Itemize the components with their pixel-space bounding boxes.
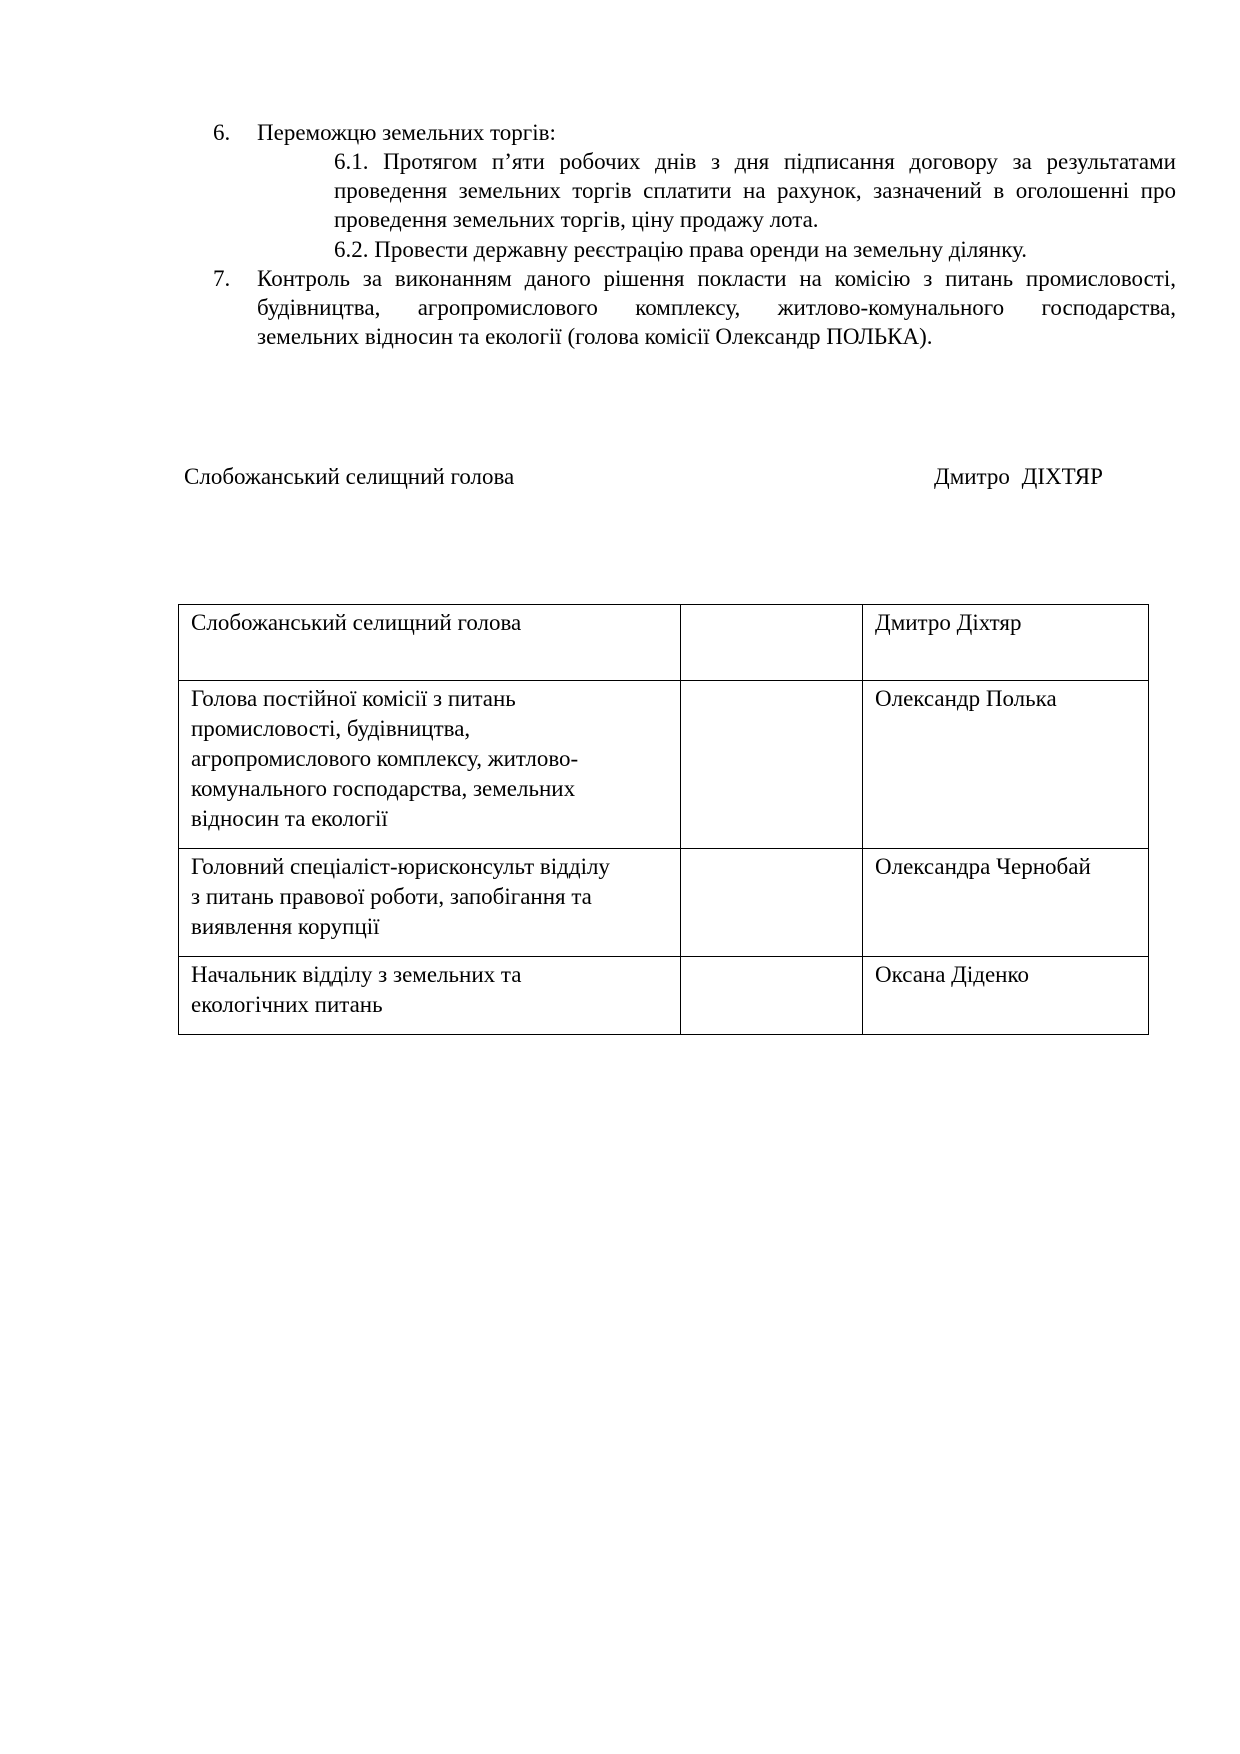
table-row: [179, 605, 1149, 681]
position-line: Слобожанський селищний голова: [191, 610, 522, 635]
position-line: відносин та екології: [191, 806, 388, 831]
name-cell: Олександр Полька: [863, 681, 1149, 849]
position-cell: [179, 957, 681, 1035]
item-6-number: 6.: [213, 120, 231, 145]
position-cell: [179, 849, 681, 957]
position-line: Начальник відділу з земельних та: [191, 962, 522, 987]
item-6-1-line-1: 6.1. Протягом п’яти робочих днів з дня підписання договору за результатами: [334, 149, 1176, 174]
signature-cell: [681, 957, 863, 1035]
item-7-number: 7.: [213, 266, 231, 291]
position-cell: [179, 605, 681, 681]
item-6-2-text: 6.2. Провести державну реєстрацію права оренди на земельну ділянку.: [334, 237, 1027, 262]
signature-position: Слобожанський селищний голова: [184, 464, 515, 489]
position-cell: [179, 681, 681, 849]
table-row: [179, 681, 1149, 849]
item-6-text: Переможцю земельних торгів:: [257, 120, 556, 145]
table-row: [179, 957, 1149, 1035]
position-line: з питань правової роботи, запобігання та: [191, 884, 592, 909]
item-7-line-3: земельних відносин та екології (голова комісії Олександр ПОЛЬКА).: [257, 324, 933, 349]
signature-cell: [681, 849, 863, 957]
item-7-line-1: Контроль за виконанням даного рішення покласти на комісію з питань промисловості,: [257, 266, 1176, 291]
name-cell: Оксана Діденко: [863, 957, 1149, 1035]
item-6-1-line-2: проведення земельних торгів сплатити на рахунок, зазначений в оголошенні про: [334, 178, 1176, 203]
position-line: промисловості, будівництва,: [191, 716, 471, 741]
item-6-1-line-3: проведення земельних торгів, ціну продажу лота.: [334, 207, 819, 232]
position-line: Голова постійної комісії з питань: [191, 686, 516, 711]
position-line: агропромислового комплексу, житлово-: [191, 746, 579, 771]
position-line: виявлення корупції: [191, 914, 380, 939]
item-7-line-2: будівництва, агропромислового комплексу, житлово-комунального господарства,: [257, 295, 1176, 320]
position-line: екологічних питань: [191, 992, 383, 1017]
signature-name: Дмитро ДІХТЯР: [934, 464, 1103, 489]
signature-cell: [681, 681, 863, 849]
position-line: Головний спеціаліст-юрисконсульт відділу: [191, 854, 610, 879]
signature-cell: [681, 605, 863, 681]
position-line: комунального господарства, земельних: [191, 776, 576, 801]
table-row: [179, 849, 1149, 957]
name-cell: Дмитро Діхтяр: [863, 605, 1149, 681]
approval-table: [178, 604, 1149, 1035]
name-cell: Олександра Чернобай: [863, 849, 1149, 957]
